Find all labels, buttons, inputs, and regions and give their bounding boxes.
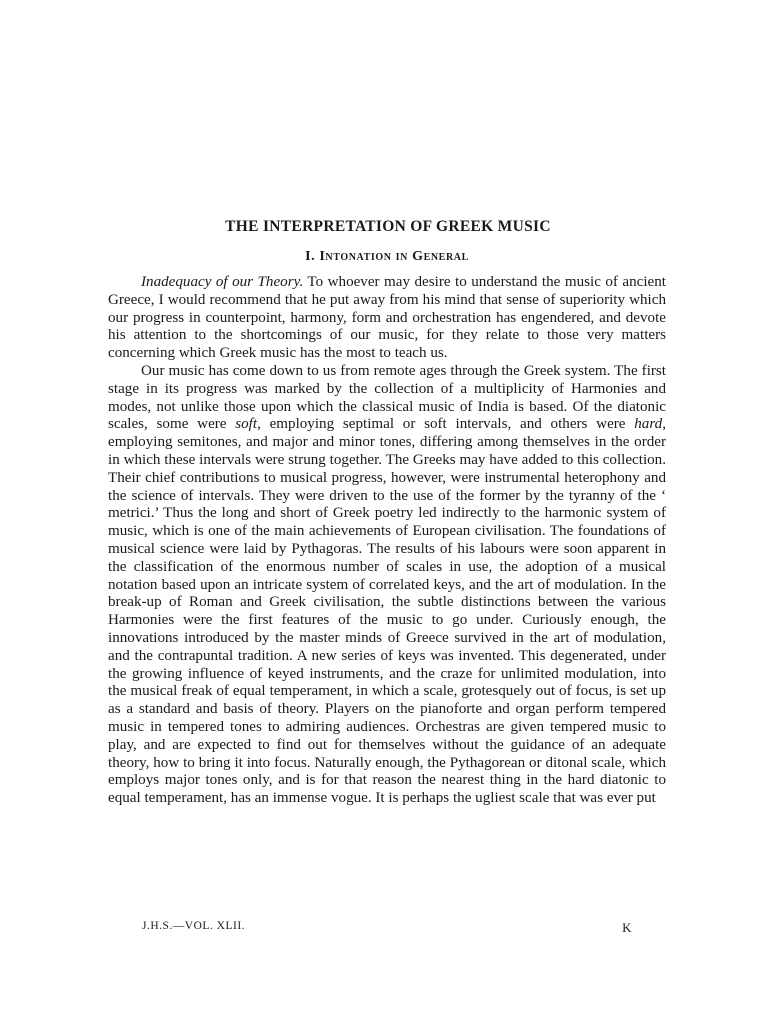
section-heading: I. Intonation in General: [305, 249, 469, 264]
paragraph-2: [108, 363, 666, 808]
article-title: THE INTERPRETATION OF GREEK MUSIC: [225, 218, 551, 235]
signature-mark: K: [622, 920, 632, 935]
paragraph-1-body: To whoever may desire to understand the music of ancient Greece, I would recommend that he put away from his mind that sense of superiority which our progress in counterpoint, harmony, form and orchestration has engendered, and devote his attention to the shortcomings of our music, for they relate to those very matters concerning which Greek music has the most to teach us.: [108, 274, 666, 362]
paragraph-1-lead: Inadequacy of our Theory.: [141, 274, 304, 290]
page-footer: [142, 920, 632, 936]
paragraph-2-soft: soft: [235, 416, 258, 433]
article-page: [108, 218, 666, 808]
paragraph-2-part-1: Our music has come down to us from remote ages through the Greek system. The first stage in its progress was marked by the collection of a multiplicity of Harmonies and modes, not unlike those upon which the classical music of India is based. Of the diatonic scales, some were: [108, 362, 666, 433]
paragraph-2-part-3: , employing semitones, and major and minor tones, differing among themselves in the order in which these intervals were strung together. The Greeks may have added to this collection. Their chief contributions to musical progress, however, were instrumental heterophony and the science of intervals. They were driven to the use of the former by the tyranny of the ‘ metrici.’ Thus the long and short of Greek poetry led indirectly to the harmonic system of music, which is one of the main achievements of European civilisation. The foundations of musical science were laid by Pythagoras. The results of his labours were soon apparent in the classification of the enormous number of scales in use, the adoption of a musical notation based upon an intricate system of correlated keys, and the art of modulation. In the break-up of Roman and Greek civilisation, the subtle distinctions between the various Harmonies were the first features of the music to go under. Curiously enough, the innovations introduced by the master minds of Greece survived in the art of modulation, and the contrapuntal tradition. A new series of keys was invented. This degenerated, under the growing influence of keyed instruments, and the craze for unlimited modulation, into the musical freak of equal temperament, in which a scale, grotesquely out of focus, is set up as a standard and basis of theory. Players on the pianoforte and organ perform tempered music in tempered tones to admiring audiences. Orchestras are given tempered music to play, and are expected to find out for themselves without the guidance of an adequate theory, how to bring it into focus. Naturally enough, the Pythagorean or ditonal scale, which employs major tones only, and is for that reason the nearest thing in the hard diatonic to equal temperament, has an immense vogue. It is perhaps the ugliest scale that was ever put: [108, 416, 666, 807]
paragraph-2-hard: hard: [634, 416, 663, 433]
journal-volume: J.H.S.—VOL. XLII.: [142, 920, 246, 932]
paragraph-2-part-2: , employing septimal or soft intervals, and others were: [257, 416, 635, 433]
paragraph-1: [108, 274, 666, 363]
